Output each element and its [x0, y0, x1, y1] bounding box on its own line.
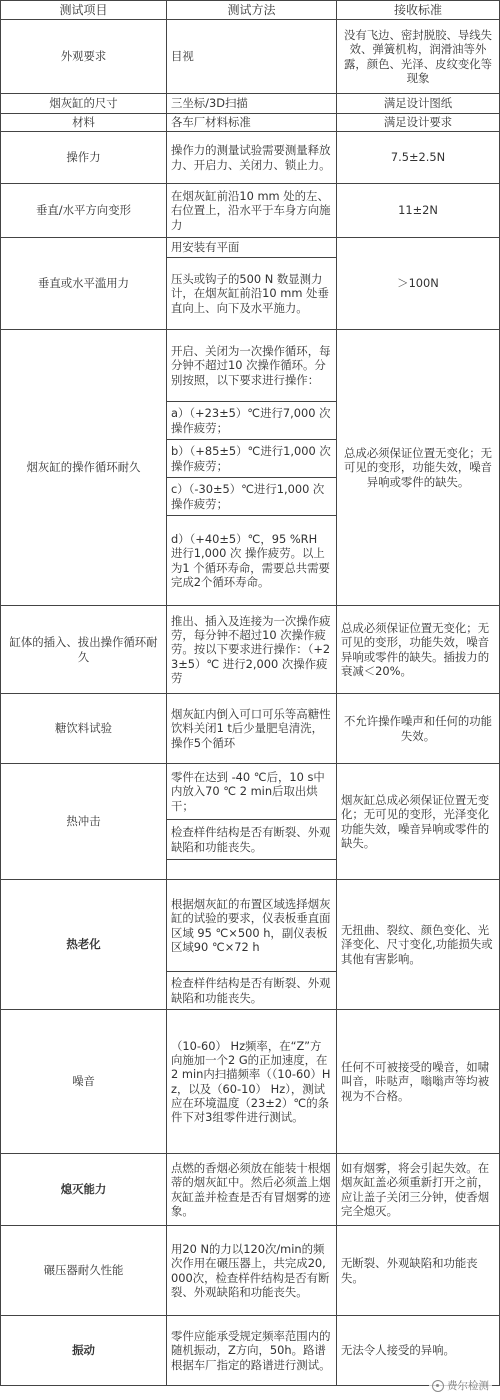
header-method: 测试方法	[167, 1, 337, 20]
table-row	[1, 184, 500, 238]
table-row	[1, 880, 500, 972]
criteria-shock: 烟灰缸总成必须保证位置无变化；无可见的变形，光泽变化功能失效，噪音异响或零件的缺失。	[337, 764, 500, 880]
method-shock-2: 检查样件结构是否有断裂、外观缺陷和功能丧失。	[167, 820, 337, 860]
criteria-cycle: 总成必须保证位置无变化；无可见的变形，功能失效，噪音异响或零件的缺失。	[337, 330, 500, 606]
table-header-row	[1, 1, 500, 20]
item-appearance: 外观要求	[1, 20, 167, 94]
method-extinguish: 点燃的香烟必须放在能装十根烟蒂的烟灰缸中。然后必须盖上烟灰缸盖并检查是否有冒烟雾的迹象。	[167, 1154, 337, 1226]
criteria-vibration: 无法令人接受的异响。	[337, 1316, 500, 1386]
criteria-size: 满足设计图纸	[337, 94, 500, 114]
method-cycle-3: b）（+85±5）℃进行1,000 次操作疲劳；	[167, 440, 337, 478]
header-criteria: 接收标准	[337, 1, 500, 20]
table-row	[1, 1010, 500, 1154]
criteria-drink: 不允许操作噪声和任何的功能失效。	[337, 694, 500, 764]
method-drink: 烟灰缸内倒入可口可乐等高糖性饮料关闭1 t后少量肥皂清洗，操作5个循环	[167, 694, 337, 764]
item-cycle: 烟灰缸的操作循环耐久	[1, 330, 167, 606]
method-presser: 用20 N的力以120次/min的频次作用在碾压器上，共完成20,000次，检查样件结构是否有断裂、外观缺陷和功能丧失。	[167, 1226, 337, 1316]
item-material: 材料	[1, 114, 167, 132]
table-row	[1, 1226, 500, 1316]
criteria-abuse: ＞100N	[337, 238, 500, 330]
item-abuse: 垂直或水平滥用力	[1, 238, 167, 330]
item-drink: 糖饮料试验	[1, 694, 167, 764]
method-aging-2: 检查样件结构是否有断裂、外观缺陷和功能丧失。	[167, 972, 337, 1010]
table-row	[1, 238, 500, 258]
method-insert: 推出、插入及连接为一次操作疲劳，每分钟不超过10 次操作疲劳。按以下要求进行操作：（+23±5）℃ 进行2,000 次操作疲劳	[167, 606, 337, 694]
table-row	[1, 114, 500, 132]
method-abuse-1: 用安装有平面	[167, 238, 337, 258]
criteria-presser: 无断裂、外观缺陷和功能丧失。	[337, 1226, 500, 1316]
item-force: 操作力	[1, 132, 167, 184]
table-row	[1, 330, 500, 402]
criteria-material: 满足设计要求	[337, 114, 500, 132]
criteria-aging: 无扭曲、裂纹、颜色变化、光泽变化、尺寸变化,功能损失或其他有害影响。	[337, 880, 500, 1010]
item-noise: 噪音	[1, 1010, 167, 1154]
method-abuse-2: 压头或钩子的500 N 数显测力计，在烟灰缸前沿10 mm 处垂直向上、向下及水平施力。	[167, 258, 337, 330]
item-vibration: 振动	[1, 1316, 167, 1386]
method-shock-1: 零件在达到 -40 ℃后，10 s中内放入70 ℃ 2 min后取出烘干；	[167, 764, 337, 820]
table-row	[1, 694, 500, 764]
method-cycle-5: d）（+40±5）℃，95 %RH 进行1,000 次 操作疲劳。以上为1 个循环寿命，需要总共需要完成2个循环寿命。	[167, 516, 337, 606]
item-aging: 热老化	[1, 880, 167, 1010]
method-force: 操作力的测量试验需要测量释放力、开启力、关闭力、锁止力。	[167, 132, 337, 184]
table-row	[1, 94, 500, 114]
criteria-deform: 11±2N	[337, 184, 500, 238]
method-size: 三坐标/3D扫描	[167, 94, 337, 114]
method-appearance: 目视	[167, 20, 337, 94]
logo-circle-icon	[432, 1380, 444, 1392]
method-cycle-2: a）（+23±5）℃进行7,000 次操作疲劳；	[167, 402, 337, 440]
criteria-noise: 任何不可被接受的噪音，如啸叫音，咔哒声，嗡嗡声等均被视为不合格。	[337, 1010, 500, 1154]
method-vibration: 零件应能承受规定频率范围内的随机振动，Z方向，50h。路谱根据车厂指定的路谱进行测试。	[167, 1316, 337, 1386]
watermark-text: 费尔检测	[447, 1380, 489, 1392]
method-aging-1: 根据烟灰缸的布置区域选择烟灰缸的试验的要求，仪表板垂直面区域 95 ℃×500 h，副仪表板区域90 ℃×72 h	[167, 880, 337, 972]
watermark	[429, 1377, 492, 1394]
method-material: 各车厂材料标准	[167, 114, 337, 132]
method-noise: （10-60） Hz频率，在“Z”方向施加一个2 G的正加速度，在2 min内扫描频率（（10-60）Hz，以及（60-10） Hz），测试应在环境温度（23±2）℃的条件下对3组零件进行测试。	[167, 1010, 337, 1154]
method-shock-empty	[167, 860, 337, 880]
item-deform: 垂直/水平方向变形	[1, 184, 167, 238]
method-deform: 在烟灰缸前沿10 mm 处的左、右位置上，沿水平于车身方向施力	[167, 184, 337, 238]
table-row	[1, 1154, 500, 1226]
method-cycle-1: 开启、关闭为一次操作循环，每分钟不超过10 次操作循环。分别按照，以下要求进行操作：	[167, 330, 337, 402]
item-presser: 碾压器耐久性能	[1, 1226, 167, 1316]
table-row	[1, 764, 500, 820]
item-insert: 缸体的插入、拔出操作循环耐久	[1, 606, 167, 694]
table-row	[1, 132, 500, 184]
method-cycle-4: c）（-30±5）℃进行1,000 次操作疲劳；	[167, 478, 337, 516]
item-size: 烟灰缸的尺寸	[1, 94, 167, 114]
table-row	[1, 20, 500, 94]
criteria-insert: 总成必须保证位置无变化；无可见的变形，功能失效，噪音异响或零件的缺失。插拔力的衰减＜20%。	[337, 606, 500, 694]
table-row	[1, 606, 500, 694]
table-row	[1, 1316, 500, 1386]
item-shock: 热冲击	[1, 764, 167, 880]
criteria-force: 7.5±2.5N	[337, 132, 500, 184]
item-extinguish: 熄灭能力	[1, 1154, 167, 1226]
header-item: 测试项目	[1, 1, 167, 20]
criteria-appearance: 没有飞边、密封脱胶、导线失效、弹簧机构，润滑油等外露，颜色、光泽、皮纹变化等现象	[337, 20, 500, 94]
criteria-extinguish: 如有烟雾，将会引起失效。在烟灰缸盖必须重新打开之前，应让盖子关闭三分钟，使香烟完全熄灭。	[337, 1154, 500, 1226]
